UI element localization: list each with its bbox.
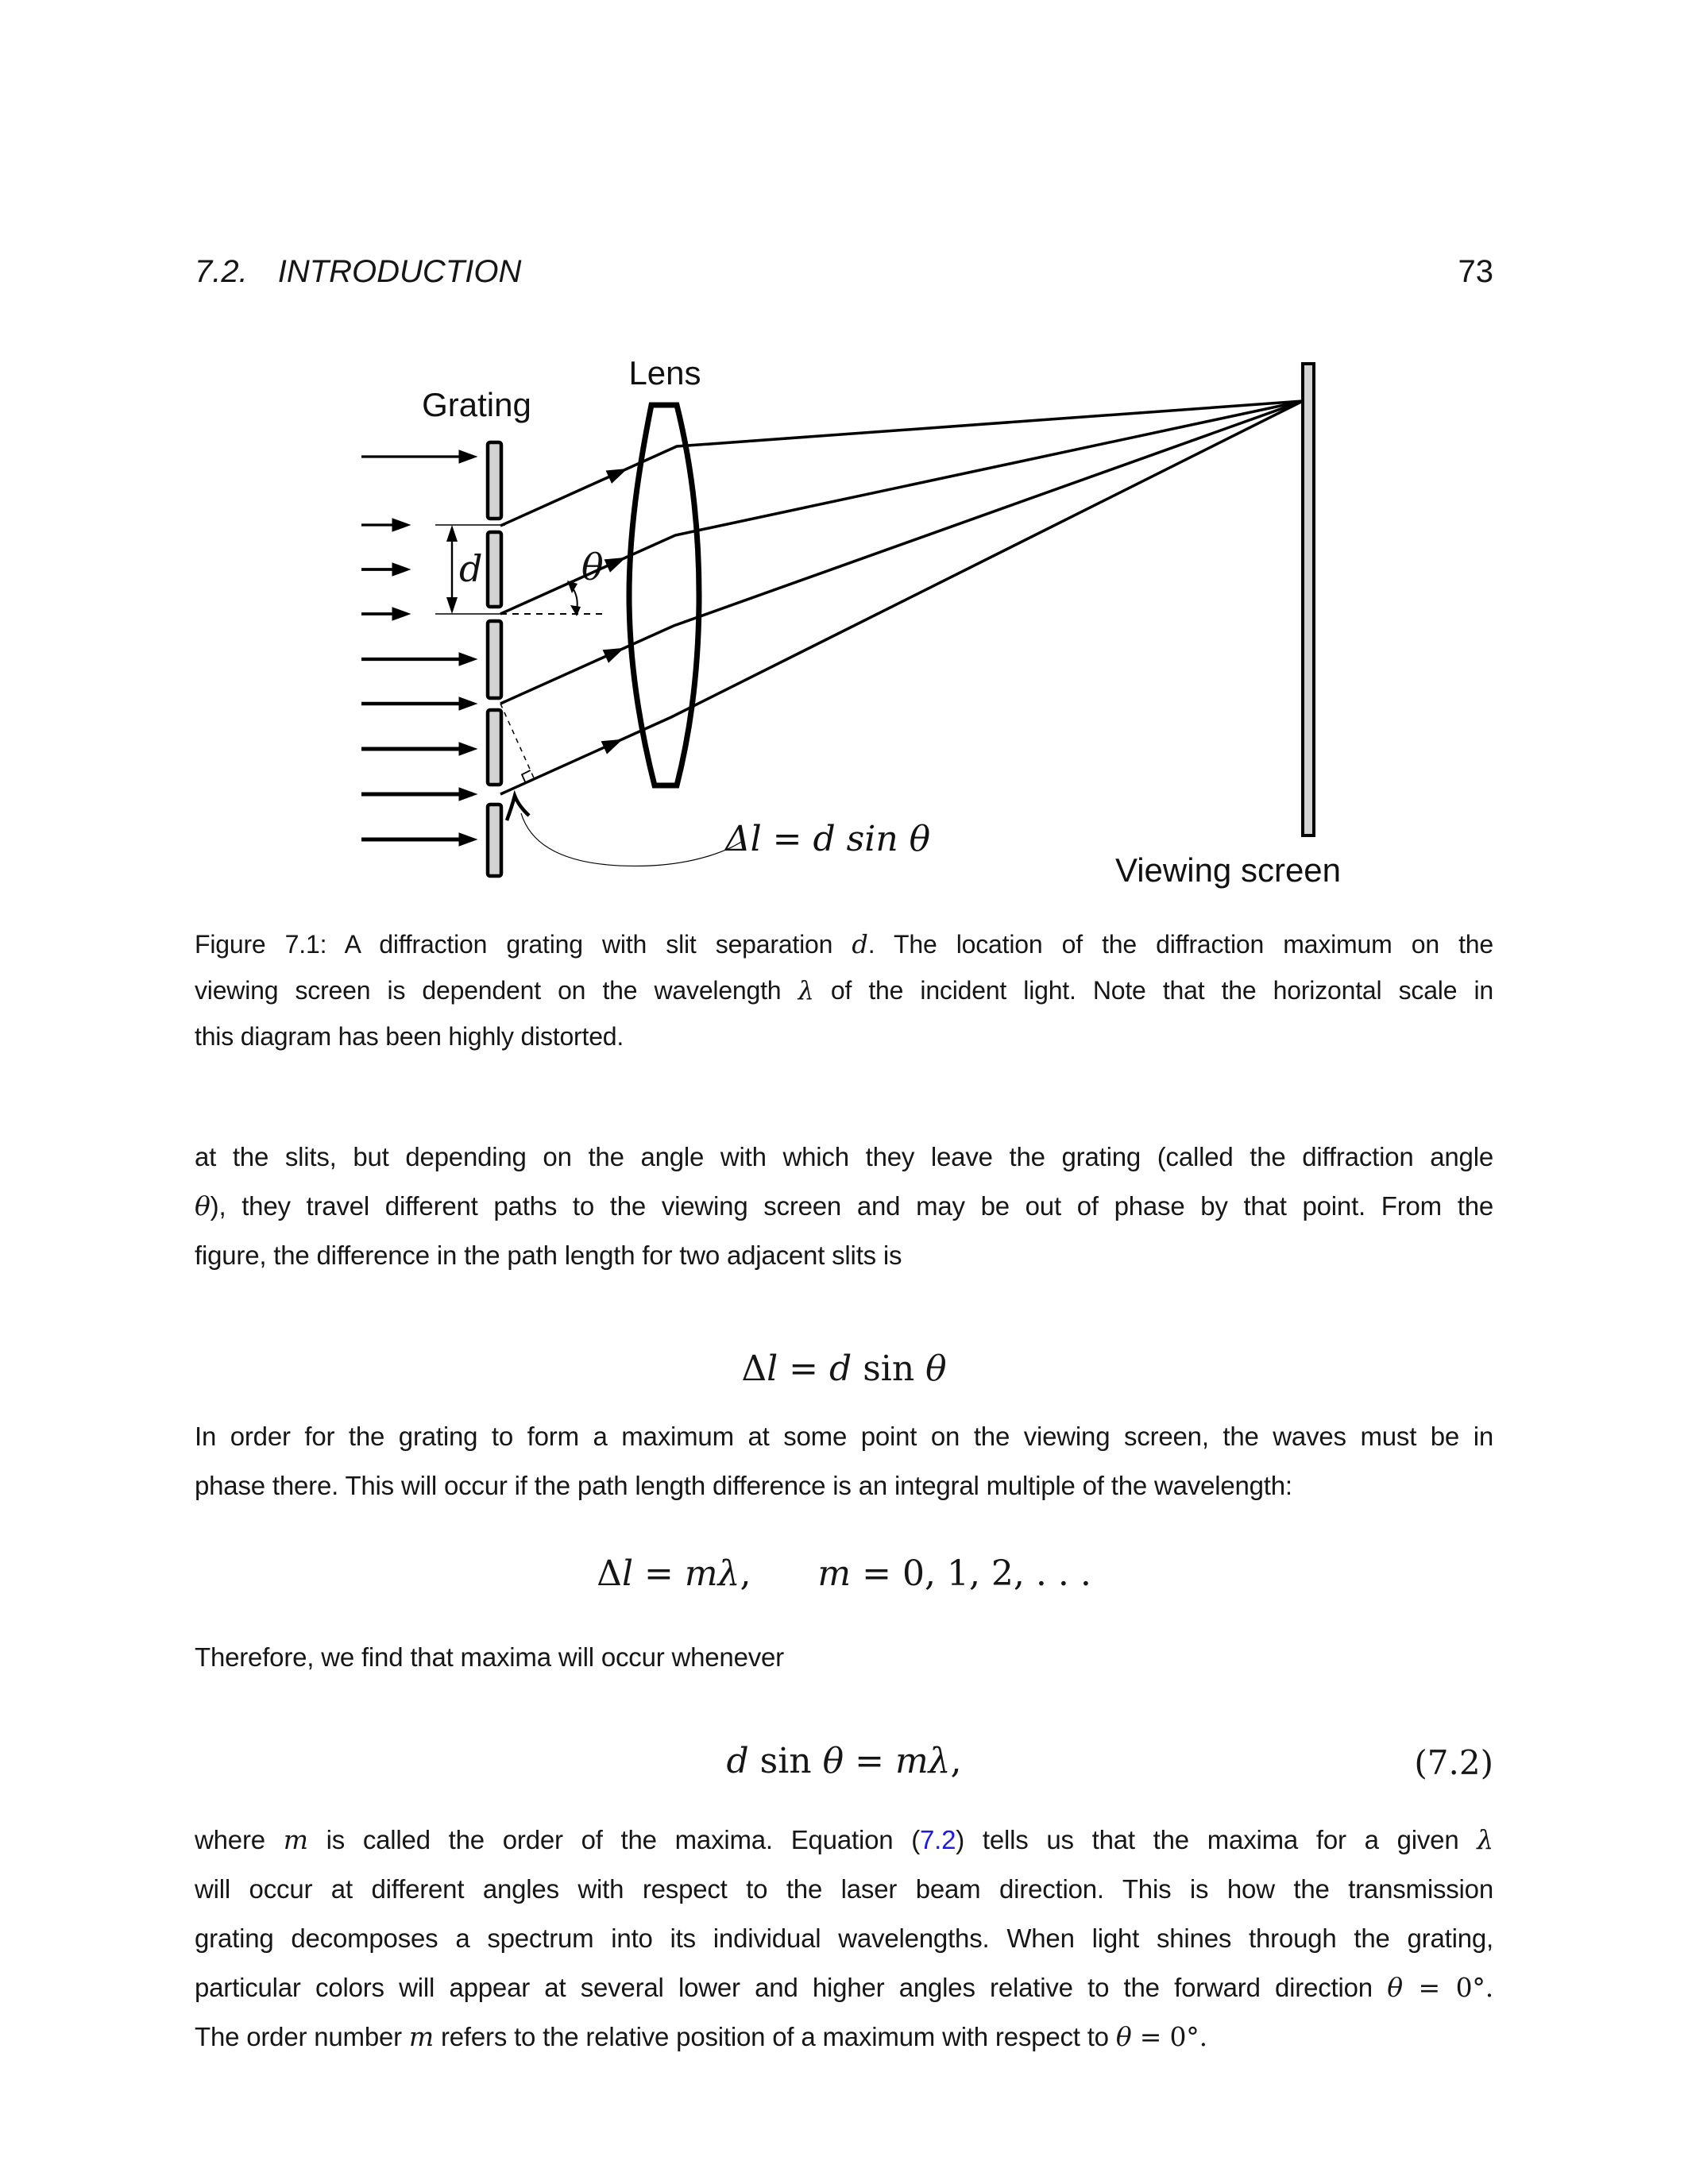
running-header — [195, 254, 1493, 290]
display-equation-path-difference: Δl = d sin θ — [741, 1349, 947, 1389]
text-line: at the slits, but depending on the angle with which they leave the grating (called the diffraction angle — [195, 1142, 1493, 1171]
text-line: will occur at different angles with respect to the laser beam direction. This is how the transmission — [195, 1874, 1493, 1904]
path-difference-label: Δl = d sin θ — [724, 819, 931, 859]
text-line: particular colors will appear at several lower and higher angles relative to the forward direction θ = 0°. — [195, 1972, 1493, 2003]
equation-7-2-link[interactable]: 7.2 — [920, 1825, 956, 1854]
paragraph-4 — [195, 1815, 1493, 2062]
figure-caption — [195, 921, 1493, 1059]
page-number: 73 — [1458, 254, 1493, 289]
lens-shape — [629, 405, 699, 785]
slit-separation-label: d — [459, 547, 483, 590]
caption-line: viewing screen is dependent on the wavelength λ of the incident light. Note that the horizontal scale in — [195, 975, 1493, 1005]
text-line: where m is called the order of the maxima. Equation (7.2) tells us that the maxima for a given λ — [195, 1824, 1493, 1855]
text-line: θ), they travel different paths to the viewing screen and may be out of phase by that point. From the — [195, 1190, 1493, 1221]
viewing-screen-label: Viewing screen — [1114, 851, 1342, 889]
text-line: The order number m refers to the relative position of a maximum with respect to θ = 0°. — [195, 2021, 1207, 2052]
text-line: grating decomposes a spectrum into its individual wavelengths. When light shines through the grating, — [195, 1924, 1493, 1953]
display-equation-7-2: d sin θ = mλ, (7.2) — [195, 1736, 1493, 1787]
section-number: 7.2. — [195, 254, 248, 289]
grating-label: Grating — [422, 386, 531, 423]
caption-line: this diagram has been highly distorted. — [195, 1022, 624, 1051]
paragraph-3 — [195, 1633, 1493, 1682]
angle-label: θ — [581, 546, 604, 588]
display-equation-integer-multiples: Δl = mλ, m = 0, 1, 2, . . . — [597, 1553, 1091, 1594]
viewing-screen-shape — [1303, 364, 1314, 835]
figure-7-1-diagram — [318, 334, 1509, 921]
diffracted-rays — [500, 401, 1303, 794]
equation-number: (7.2) — [1414, 1743, 1493, 1782]
lens-label: Lens — [628, 354, 701, 392]
text-line: Therefore, we find that maxima will occur whenever — [195, 1642, 784, 1672]
text-line: figure, the difference in the path length for two adjacent slits is — [195, 1241, 902, 1270]
ray-arrowheads — [601, 469, 628, 754]
text-line: phase there. This will occur if the path length difference is an integral multiple of the wavelength: — [195, 1471, 1292, 1500]
grating-bars — [488, 442, 501, 876]
caption-line: Figure 7.1: A diffraction grating with slit separation d. The location of the diffraction maximum on the — [195, 929, 1493, 959]
incident-light-arrows — [361, 450, 477, 846]
path-difference-annotation — [500, 704, 743, 866]
paragraph-2 — [195, 1412, 1493, 1511]
paragraph-1 — [195, 1133, 1493, 1280]
text-line: In order for the grating to form a maximum at some point on the viewing screen, the waves must be in — [195, 1422, 1493, 1451]
section-title: INTRODUCTION — [277, 254, 522, 289]
